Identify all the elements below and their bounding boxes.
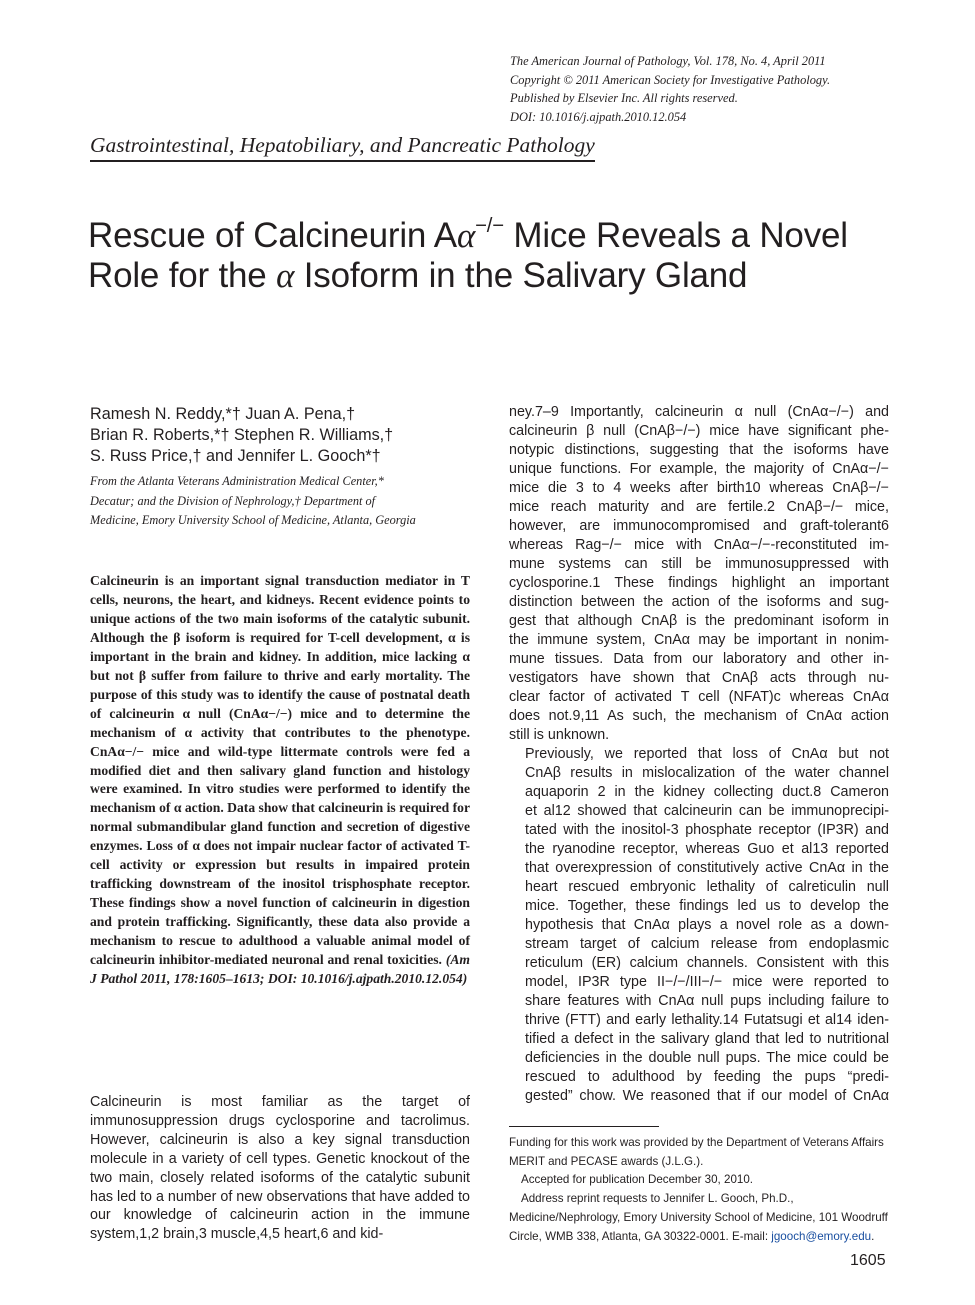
text-line: thrive (FTT) and early lethality.14 Futatsugi et al14 iden- bbox=[525, 1012, 889, 1028]
title-part-1: Rescue of Calcineurin A bbox=[88, 216, 457, 255]
text-line: aquaporin 2 in the kidney collecting duct.8 Cameron bbox=[525, 784, 889, 800]
abstract bbox=[90, 572, 470, 989]
text-line: et al12 showed that calcineurin can be immunoprecipi- bbox=[525, 803, 889, 819]
section-heading: Gastrointestinal, Hepatobiliary, and Pancreatic Pathology bbox=[90, 131, 595, 162]
affiliation bbox=[90, 472, 475, 531]
title-alpha-2: α bbox=[276, 256, 295, 295]
intro-paragraph: Calcineurin is most familiar as the target of immunosuppression drugs cyclosporine and tacrolimus. However, calcineurin is also a key signal transduction molecule in a variety of cell types. Genetic knockout of the two main, closely related isoforms of the catalytic subunit has led to a number of new observations that have added to our knowledge of calcineurin action in the immune system,1,2 brain,3 muscle,4,5 heart,6 and kid- bbox=[90, 1094, 470, 1243]
author-line: Ramesh N. Reddy,*† Juan A. Pena,† bbox=[90, 405, 356, 423]
text-line: notypic distinctions, suggesting that the isoforms have bbox=[509, 442, 889, 458]
title-alpha: α bbox=[456, 216, 476, 255]
text-line: CnAβ results in mislocalization of the water channel bbox=[525, 765, 889, 781]
text-line: mice reach maturity and are fertile.2 CnAβ−/− mice, bbox=[509, 499, 889, 515]
author-line: S. Russ Price,† and Jennifer L. Gooch*† bbox=[90, 446, 381, 465]
right-column bbox=[509, 403, 889, 1106]
text-line: ney.7–9 Importantly, calcineurin α null (CnAα−/−) and bbox=[509, 404, 889, 420]
author-line: Brian R. Roberts,*† Stephen R. Williams,† bbox=[90, 425, 394, 444]
address-text: Address reprint requests to Jennifer L. Gooch, Ph.D., Medicine/Nephrology, Emory University School of Medicine, 101 Woodruff Circle, WMB 338, Atlanta, GA 30322-0001. E-mail: bbox=[509, 1192, 888, 1243]
text-line: gested” chow. We reasoned that if our model of CnAα bbox=[525, 1088, 889, 1104]
body-paragraph bbox=[509, 745, 889, 1106]
text-line: cyclosporine.1 These findings highlight an important bbox=[509, 575, 889, 591]
text-line: mune tissues. Data from our laboratory and other in- bbox=[509, 651, 889, 667]
text-line: gest that although CnAβ is the predominant isoform in bbox=[509, 613, 889, 629]
author-list bbox=[90, 404, 480, 466]
text-line: calcineurin β null (CnAβ−/−) mice have significant phe- bbox=[509, 423, 889, 439]
copyright-line: Copyright © 2011 American Society for Investigative Pathology. bbox=[510, 72, 831, 87]
text-line: clear factor of activated T cell (NFAT)c whereas CnAα bbox=[509, 689, 889, 705]
abstract-citation: (Am J Pathol 2011, 178:1605–1613; DOI: 10.1016/j.ajpath.2010.12.054) bbox=[90, 952, 470, 987]
journal-info bbox=[510, 52, 930, 126]
title-part-3: Role for the bbox=[88, 256, 277, 295]
text-line: model, IP3R type II−/−/III−/− mice were reported to bbox=[525, 974, 889, 990]
text-line: however, are immunocompromised and graft-tolerant6 bbox=[509, 518, 889, 534]
text-line: stream target of calcium release from endoplasmic bbox=[525, 936, 889, 952]
text-line: mune systems can still be immunosuppressed with bbox=[509, 556, 889, 572]
text-line: the immune system, CnAα may be important in nonim- bbox=[509, 632, 889, 648]
text-line: heart rescued embryonic lethality of calreticulin null bbox=[525, 879, 889, 895]
text-line: deficiencies in the double null pups. The mice could be bbox=[525, 1050, 889, 1066]
funding-note: Funding for this work was provided by the Department of Veterans Affairs MERIT and PECASE awards (J.L.G.). bbox=[509, 1136, 884, 1168]
text-line: tified a defect in the salivary gland that led to nutritional bbox=[525, 1031, 889, 1047]
body-paragraph bbox=[509, 403, 889, 745]
text-line: unique functions. For example, the majority of CnAα−/− bbox=[509, 461, 889, 477]
footnote-divider bbox=[509, 1126, 659, 1127]
email-link[interactable]: jgooch@emory.edu bbox=[771, 1229, 872, 1243]
title-part-2: Mice Reveals a Novel bbox=[503, 216, 848, 255]
address-note bbox=[509, 1190, 889, 1246]
affiliation-line: Decatur; and the Division of Nephrology,† Department of bbox=[90, 493, 376, 508]
page-number: 1605 bbox=[850, 1252, 886, 1269]
accepted-note: Accepted for publication December 30, 2010. bbox=[521, 1173, 754, 1187]
title-part-4: Isoform in the Salivary Gland bbox=[294, 256, 748, 295]
journal-citation: The American Journal of Pathology, Vol. 178, No. 4, April 2011 bbox=[510, 54, 826, 68]
footnotes bbox=[509, 1134, 889, 1246]
text-line: tated with the inositol-3 phosphate receptor (IP3R) and bbox=[525, 822, 889, 838]
address-end: . bbox=[871, 1229, 875, 1243]
text-line: mice. Together, these findings led us to develop the bbox=[525, 898, 889, 914]
publisher-line: Published by Elsevier Inc. All rights reserved. bbox=[510, 91, 738, 105]
text-line: does not.9,11 As such, the mechanism of CnAα action bbox=[509, 708, 889, 724]
text-line: distinction between the action of the isoforms and sug- bbox=[509, 594, 889, 610]
text-line: hypothesis that CnAα plays a novel role as a down- bbox=[525, 917, 889, 933]
text-line: rescued to adulthood by feeding the pups “predi- bbox=[525, 1069, 889, 1085]
text-line: vestigators have shown that CnAβ acts through nu- bbox=[509, 670, 889, 686]
text-line: still is unknown. bbox=[509, 727, 610, 743]
doi-line: DOI: 10.1016/j.ajpath.2010.12.054 bbox=[510, 109, 687, 124]
text-line: whereas Rag−/− mice with CnAα−/−-reconstituted im- bbox=[509, 537, 889, 553]
text-line: the ryanodine receptor, whereas Guo et al13 reported bbox=[525, 841, 889, 857]
text-line: mice die 3 to 4 weeks after birth10 whereas CnAβ−/− bbox=[509, 480, 889, 496]
affiliation-line: From the Atlanta Veterans Administration Medical Center,* bbox=[90, 474, 384, 488]
abstract-body: Calcineurin is an important signal transduction mediator in T cells, neurons, the heart, and kidneys. Recent evidence points to unique actions of the two main isoforms of the catalytic subunit. Although the β isoform is required for T-cell development, α is important in the brain and kidney. In addition, mice lacking α but not β suffer from failure to thrive and early mortality. The purpose of this study was to identify the cause of postnatal death of calcineurin α null (CnAα−/−) mice and to determine the mechanism of α activity that contributes to the phenotype. CnAα−/− mice and wild-type littermate controls were fed a modified diet and then salivary gland function and histology were examined. In vitro studies were performed to identify the mechanism of α action. Data show that calcineurin is required for normal submandibular gland function and secretion of digestive enzymes. Loss of α does not impair nuclear factor of activated T-cell activity or expression but results in impaired protein trafficking downstream of the inositol trisphosphate receptor. These findings show a novel function of calcineurin in digestion and protein trafficking. Significantly, these data also provide a mechanism to rescue to adulthood a valuable animal model of calcineurin inhibitor-mediated neuronal and renal toxicities. bbox=[90, 573, 470, 968]
text-line: share features with CnAα null pups including failure to bbox=[525, 993, 889, 1009]
text-line: reticulum (ER) calcium channels. Consistent with this bbox=[525, 955, 889, 971]
text-line: Previously, we reported that loss of CnAα but not bbox=[525, 746, 889, 762]
affiliation-line: Medicine, Emory University School of Medicine, Atlanta, Georgia bbox=[90, 513, 416, 527]
text-line: that overexpression of constitutively active CnAα in the bbox=[525, 860, 889, 876]
title-superscript: −/− bbox=[475, 214, 504, 237]
article-title bbox=[88, 216, 888, 296]
